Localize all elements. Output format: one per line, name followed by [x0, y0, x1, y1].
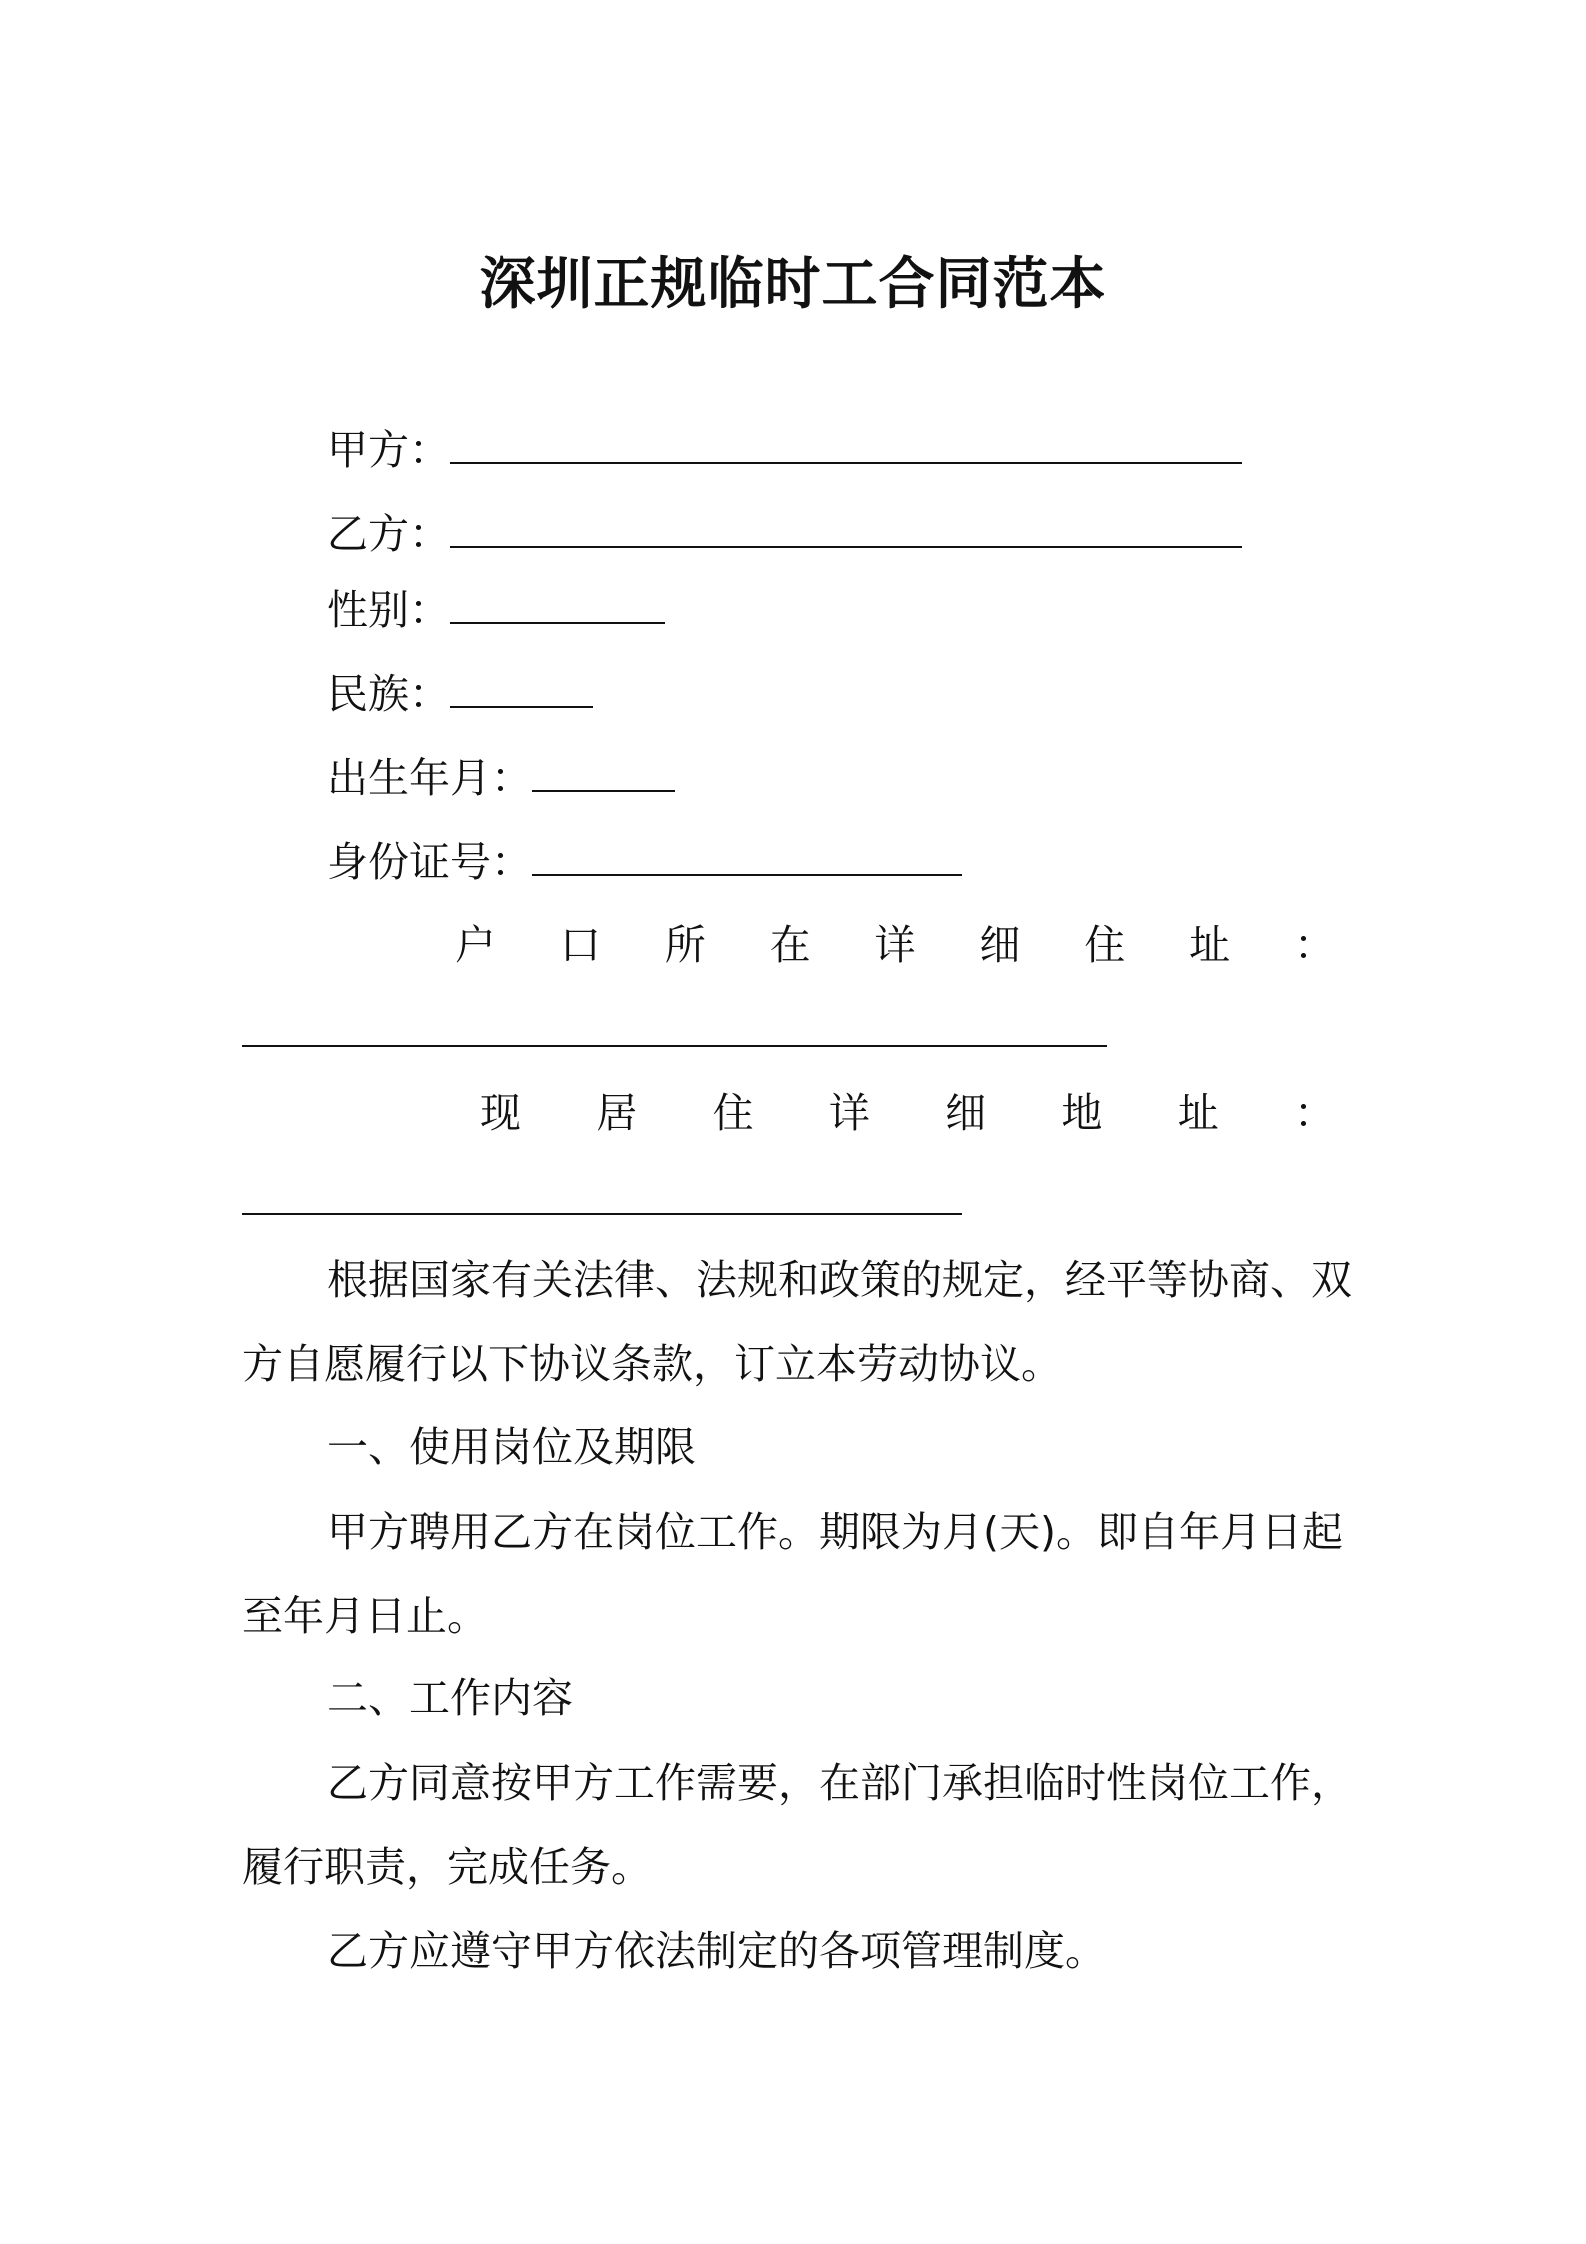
- current-address-char: 居: [596, 1089, 638, 1137]
- section-1-heading: 一、使用岗位及期限: [327, 1423, 696, 1471]
- ethnicity-label: 民族：: [327, 670, 450, 718]
- current-address-char: 住: [712, 1089, 754, 1137]
- birth-blank: [532, 756, 675, 792]
- party-b-label: 乙方：: [327, 510, 450, 558]
- party-b-row: [327, 509, 1242, 559]
- household-address-char: 址: [1189, 921, 1231, 969]
- current-address-char: 址: [1177, 1089, 1219, 1137]
- document-title: 深圳正规临时工合同范本: [479, 252, 1107, 317]
- intro-paragraph: 根据国家有关法律、法规和政策的规定，经平等协商、双方自愿履行以下协议条款，订立本劳动协议。: [242, 1256, 1352, 1388]
- gender-row: [327, 585, 665, 635]
- party-a-row: [327, 425, 1242, 475]
- current-address-char: ：: [1293, 1089, 1335, 1137]
- birth-row: [327, 753, 675, 803]
- gender-label: 性别：: [327, 586, 450, 634]
- section-2-rule: 乙方应遵守甲方依法制定的各项管理制度。: [327, 1927, 1106, 1975]
- household-address-char: ：: [1294, 921, 1335, 969]
- party-a-blank: [450, 428, 1242, 464]
- gender-blank: [450, 588, 665, 624]
- section-1-body: 甲方聘用乙方在岗位工作。期限为月(天)。即自年月日起至年月日止。: [242, 1508, 1343, 1640]
- household-address-char: 所: [664, 921, 706, 969]
- id-blank: [532, 840, 962, 876]
- current-address-blank: [242, 1213, 962, 1215]
- ethnicity-row: [327, 669, 593, 719]
- current-address-char: 细: [945, 1089, 987, 1137]
- household-address-char: 住: [1084, 921, 1126, 969]
- current-address-char: 详: [828, 1089, 870, 1137]
- household-address-char: 户: [455, 921, 496, 969]
- section-2-heading: 二、工作内容: [327, 1674, 573, 1722]
- birth-label: 出生年月：: [327, 754, 532, 802]
- household-address-blank: [242, 1045, 1107, 1047]
- section-2-body: 乙方同意按甲方工作需要，在部门承担临时性岗位工作，履行职责，完成任务。: [242, 1759, 1352, 1891]
- party-b-blank: [450, 512, 1242, 548]
- household-address-char: 详: [874, 921, 916, 969]
- id-label: 身份证号：: [327, 838, 532, 886]
- id-row: [327, 837, 962, 887]
- current-address-label: [480, 1088, 1335, 1138]
- current-address-char: 地: [1061, 1089, 1103, 1137]
- household-address-char: 在: [769, 921, 811, 969]
- ethnicity-blank: [450, 672, 593, 708]
- household-address-char: 细: [979, 921, 1021, 969]
- household-address-char: 口: [559, 921, 601, 969]
- party-a-label: 甲方：: [327, 426, 450, 474]
- current-address-char: 现: [480, 1089, 521, 1137]
- household-address-label: [455, 920, 1335, 970]
